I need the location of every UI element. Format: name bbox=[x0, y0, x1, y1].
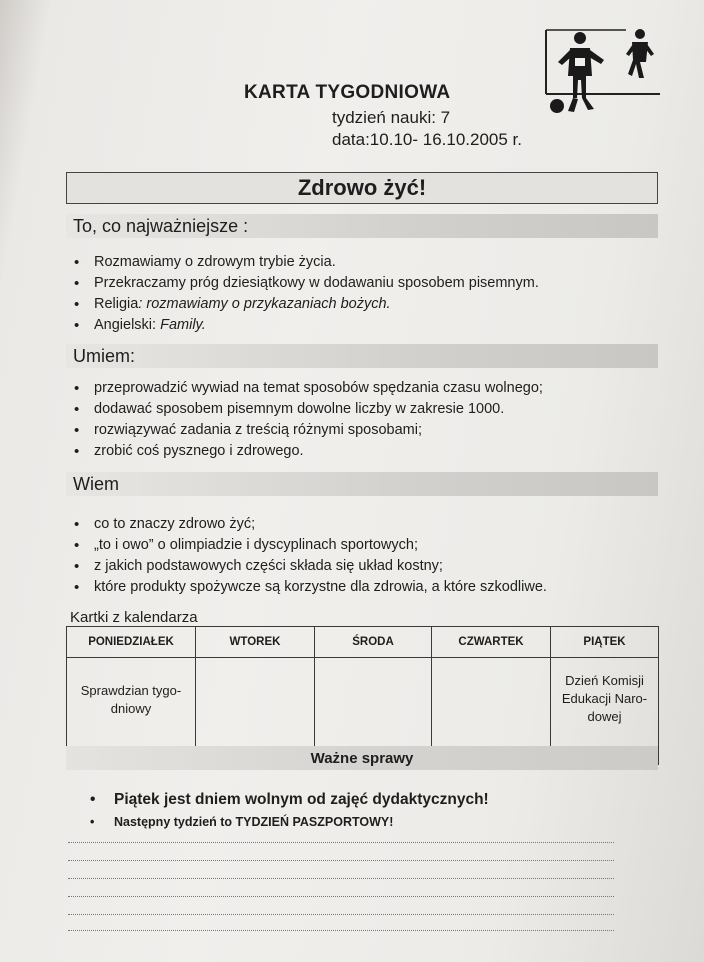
section-header-know bbox=[66, 472, 658, 496]
list-item: • z jakich podstawowych części składa się układ kostny; bbox=[70, 556, 547, 577]
day-header-tuesday: WTOREK bbox=[196, 627, 315, 658]
list-item: • „to i owo” o olimpiadzie i dyscyplinach sportowych; bbox=[70, 535, 547, 556]
day-header-friday: PIĄTEK bbox=[551, 627, 659, 658]
cell-monday: Sprawdzian tygo- dniowy bbox=[67, 658, 196, 765]
section-title-can: Umiem: bbox=[73, 346, 135, 366]
list-item: • Rozmawiamy o zdrowym trybie życia. bbox=[70, 252, 539, 273]
week-number: tydzień nauki: 7 bbox=[332, 108, 451, 127]
dotted-line bbox=[68, 878, 614, 879]
section-title-important: To, co najważniejsze : bbox=[73, 216, 249, 236]
list-item: • Następny tydzień to TYDZIEŃ PASZPORTOWY! bbox=[88, 812, 489, 832]
dotted-line bbox=[68, 842, 614, 843]
dotted-line bbox=[68, 860, 614, 861]
cell-friday: Dzień Komisji Edukacji Naro- dowej bbox=[551, 658, 659, 765]
list-item: • które produkty spożywcze są korzystne dla zdrowia, a które szkodliwe. bbox=[70, 577, 547, 598]
dotted-line bbox=[68, 914, 614, 915]
section-header-important bbox=[66, 214, 658, 238]
list-item: • Angielski: Family. bbox=[70, 315, 539, 336]
main-title: Zdrowo żyć! bbox=[297, 175, 427, 200]
list-item: • rozwiązywać zadania z treścią różnymi sposobami; bbox=[70, 420, 543, 441]
list-item: • dodawać sposobem pisemnym dowolne liczby w zakresie 1000. bbox=[70, 399, 543, 420]
important-matters-title: Ważne sprawy bbox=[310, 749, 414, 767]
can-list bbox=[70, 378, 543, 462]
date-range: data:10.10- 16.10.2005 r. bbox=[332, 130, 522, 149]
list-item: • zrobić coś pysznego i zdrowego. bbox=[70, 441, 543, 462]
important-list bbox=[70, 252, 539, 336]
list-item: • Religia: rozmawiamy o przykazaniach bożych. bbox=[70, 294, 539, 315]
calendar-label: Kartki z kalendarza bbox=[70, 609, 198, 626]
section-header-important-matters bbox=[66, 746, 658, 770]
day-header-monday: PONIEDZIAŁEK bbox=[67, 627, 196, 658]
calendar-table bbox=[66, 626, 659, 765]
card-title: KARTA TYGODNIOWA bbox=[244, 82, 451, 103]
section-header-can bbox=[66, 344, 658, 368]
dotted-line bbox=[68, 930, 614, 931]
section-title-know: Wiem bbox=[73, 474, 119, 494]
list-item: • przeprowadzić wywiad na temat sposobów spędzania czasu wolnego; bbox=[70, 378, 543, 399]
day-header-thursday: CZWARTEK bbox=[432, 627, 551, 658]
table-header-row bbox=[67, 627, 659, 658]
children-playing-ball-icon bbox=[540, 18, 660, 118]
important-matters-list bbox=[88, 788, 489, 832]
list-item: • co to znaczy zdrowo żyć; bbox=[70, 514, 547, 535]
dotted-line bbox=[68, 896, 614, 897]
main-title-box bbox=[66, 172, 658, 204]
day-header-wednesday: ŚRODA bbox=[315, 627, 432, 658]
list-item: • Przekraczamy próg dziesiątkowy w dodawaniu sposobem pisemnym. bbox=[70, 273, 539, 294]
list-item: • Piątek jest dniem wolnym od zajęć dydaktycznych! bbox=[88, 788, 489, 812]
know-list bbox=[70, 514, 547, 598]
